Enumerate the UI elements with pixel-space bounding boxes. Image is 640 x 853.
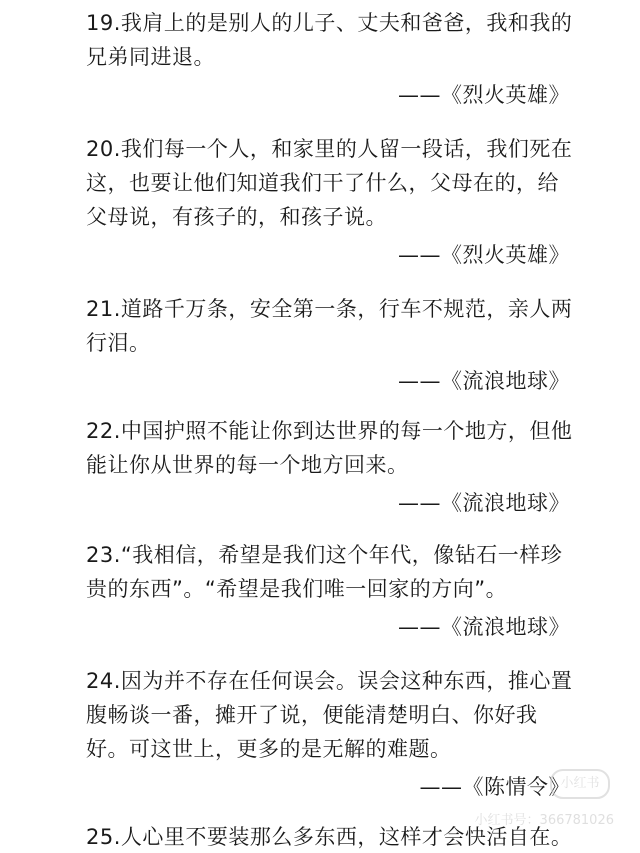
watermark-logo: 小红书 [550,769,610,799]
quote-item-20 [86,132,576,272]
watermark-id: 小红书号：366781026 [474,813,614,828]
quote-source: ——《流浪地球》 [398,369,570,393]
quote-source: ——《流浪地球》 [398,615,570,639]
quote-item-21 [86,292,576,398]
quote-text: 23.“我相信，希望是我们这个年代，像钻石一样珍贵的东西”。“希望是我们唯一回家的方向”。 [86,543,563,601]
quote-text: 24.因为并不存在任何误会。误会这种东西，推心置腹畅谈一番，摊开了说，便能清楚明白、你好我好。可这世上，更多的是无解的难题。 [86,669,573,761]
quote-item-19 [86,6,576,112]
watermark [464,769,614,829]
quote-source: ——《烈火英雄》 [398,83,570,107]
quote-text: 21.道路千万条，安全第一条，行车不规范，亲人两行泪。 [86,297,573,355]
quote-item-22 [86,414,576,520]
quote-text: 19.我肩上的是别人的儿子、丈夫和爸爸，我和我的兄弟同进退。 [86,11,573,69]
quote-source: ——《烈火英雄》 [398,243,570,267]
quote-text: 22.中国护照不能让你到达世界的每一个地方，但他能让你从世界的每一个地方回来。 [86,419,573,477]
quote-item-23 [86,538,576,644]
quote-source: ——《陈情令》 [419,775,570,799]
quote-text: 20.我们每一个人，和家里的人留一段话，我们死在这，也要让他们知道我们干了什么，父母在的，给父母说，有孩子的，和孩子说。 [86,137,573,229]
quote-source: ——《流浪地球》 [398,491,570,515]
quote-text: 25.人心里不要装那么多东西，这样才会快活自在。 [86,825,573,849]
